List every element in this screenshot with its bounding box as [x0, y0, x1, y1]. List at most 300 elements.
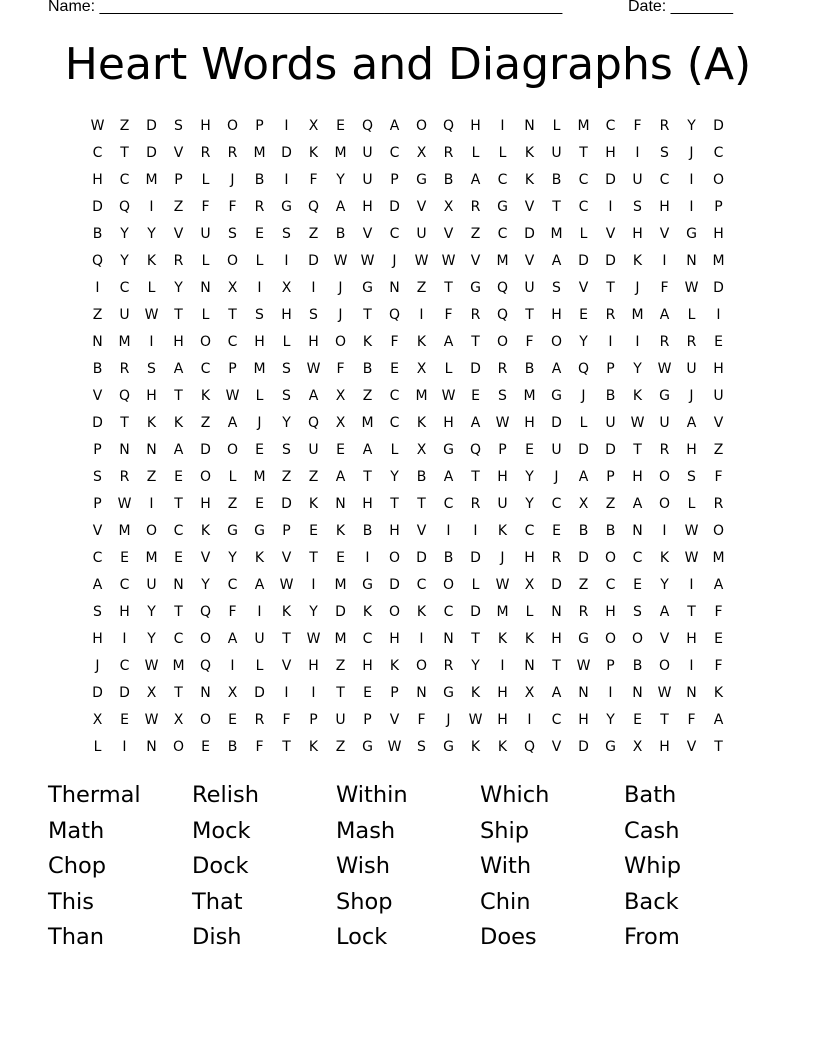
grid-letter: Q	[307, 414, 320, 431]
grid-letter: W	[441, 252, 456, 269]
grid-letter: S	[309, 306, 318, 323]
grid-row	[84, 571, 732, 598]
grid-letter: R	[470, 306, 481, 323]
word-list-item: From	[624, 924, 680, 950]
grid-letter: J	[635, 279, 640, 296]
grid-letter: Z	[308, 225, 319, 242]
grid-letter: E	[120, 711, 129, 728]
grid-letter: O	[631, 630, 644, 647]
grid-letter: C	[119, 657, 130, 674]
grid-letter: A	[470, 171, 481, 188]
grid-letter: P	[606, 657, 615, 674]
grid-letter: H	[686, 630, 697, 647]
grid-letter: I	[284, 684, 289, 701]
grid-letter: O	[199, 630, 212, 647]
grid-letter: V	[389, 711, 400, 728]
grid-letter: T	[606, 279, 615, 296]
grid-letter: O	[712, 522, 725, 539]
grid-letter: M	[712, 549, 725, 566]
grid-letter: O	[226, 252, 239, 269]
grid-letter: J	[689, 387, 694, 404]
grid-letter: Q	[91, 252, 104, 269]
grid-letter: B	[92, 225, 103, 242]
grid-letter: C	[92, 144, 103, 161]
grid-letter: S	[552, 279, 561, 296]
grid-letter: P	[309, 711, 318, 728]
grid-letter: I	[284, 117, 289, 134]
grid-letter: C	[551, 711, 562, 728]
grid-letter: D	[146, 117, 157, 134]
grid-letter: K	[497, 522, 508, 539]
grid-letter: W	[414, 252, 429, 269]
grid-letter: B	[254, 171, 265, 188]
grid-letter: K	[281, 603, 292, 620]
grid-letter: K	[146, 414, 157, 431]
grid-letter: I	[608, 333, 613, 350]
grid-row	[84, 274, 732, 301]
grid-letter: V	[200, 549, 211, 566]
grid-letter: F	[714, 657, 723, 674]
grid-letter: M	[334, 144, 347, 161]
grid-letter: N	[200, 684, 211, 701]
grid-letter: D	[200, 441, 211, 458]
grid-letter: R	[659, 117, 670, 134]
grid-letter: G	[605, 738, 616, 755]
grid-letter: B	[524, 360, 535, 377]
grid-letter: H	[443, 414, 454, 431]
grid-letter: T	[174, 684, 183, 701]
grid-letter: S	[228, 225, 237, 242]
grid-letter: O	[550, 333, 563, 350]
grid-letter: T	[471, 333, 480, 350]
grid-letter: K	[308, 738, 319, 755]
grid-row	[84, 193, 732, 220]
grid-letter: S	[282, 225, 291, 242]
grid-letter: N	[551, 603, 562, 620]
grid-letter: T	[390, 495, 399, 512]
grid-letter: H	[200, 117, 211, 134]
word-list-row	[48, 851, 788, 887]
grid-letter: X	[416, 144, 427, 161]
grid-letter: H	[497, 468, 508, 485]
grid-letter: V	[470, 252, 481, 269]
grid-letter: Z	[173, 198, 184, 215]
grid-letter: E	[255, 225, 264, 242]
grid-letter: E	[228, 711, 237, 728]
grid-letter: S	[417, 738, 426, 755]
date-field-label: Date: _______	[628, 0, 733, 15]
grid-letter: E	[174, 549, 183, 566]
word-list	[48, 780, 788, 958]
grid-letter: G	[362, 279, 373, 296]
grid-letter: D	[713, 117, 724, 134]
grid-letter: Y	[687, 117, 696, 134]
grid-letter: K	[416, 603, 427, 620]
grid-letter: T	[552, 657, 561, 674]
grid-letter: D	[605, 441, 616, 458]
grid-letter: O	[658, 468, 671, 485]
grid-letter: N	[200, 279, 211, 296]
grid-letter: F	[687, 711, 696, 728]
grid-letter: C	[416, 576, 427, 593]
grid-letter: O	[442, 576, 455, 593]
grid-letter: H	[713, 360, 724, 377]
grid-letter: A	[92, 576, 103, 593]
grid-letter: D	[470, 549, 481, 566]
grid-letter: F	[201, 198, 210, 215]
grid-letter: Y	[201, 576, 210, 593]
grid-letter: B	[362, 522, 373, 539]
grid-letter: H	[362, 657, 373, 674]
grid-letter: Y	[120, 225, 129, 242]
grid-letter: N	[416, 684, 427, 701]
grid-letter: K	[254, 549, 265, 566]
grid-letter: D	[119, 684, 130, 701]
grid-letter: L	[471, 144, 480, 161]
grid-letter: T	[363, 468, 372, 485]
grid-letter: H	[713, 225, 724, 242]
grid-letter: E	[201, 738, 210, 755]
grid-letter: R	[578, 603, 589, 620]
grid-letter: D	[92, 684, 103, 701]
grid-letter: N	[578, 684, 589, 701]
grid-letter: I	[662, 522, 667, 539]
grid-letter: N	[92, 333, 103, 350]
grid-letter: W	[333, 252, 348, 269]
grid-letter: C	[119, 279, 130, 296]
grid-letter: U	[254, 630, 265, 647]
grid-letter: F	[714, 603, 723, 620]
grid-letter: T	[417, 495, 426, 512]
grid-letter: A	[173, 360, 184, 377]
grid-letter: L	[201, 306, 210, 323]
grid-letter: S	[93, 603, 102, 620]
word-list-row	[48, 816, 788, 852]
grid-letter: C	[200, 360, 211, 377]
grid-letter: Q	[118, 387, 131, 404]
grid-letter: E	[633, 576, 642, 593]
grid-letter: I	[635, 333, 640, 350]
grid-letter: L	[282, 333, 291, 350]
grid-letter: M	[523, 387, 536, 404]
grid-letter: I	[500, 657, 505, 674]
grid-letter: H	[146, 387, 157, 404]
grid-letter: K	[173, 414, 184, 431]
grid-letter: K	[308, 495, 319, 512]
word-list-item: Ship	[480, 817, 530, 844]
grid-letter: M	[631, 306, 644, 323]
grid-letter: N	[146, 738, 157, 755]
grid-letter: U	[416, 225, 427, 242]
grid-letter: H	[605, 144, 616, 161]
grid-letter: E	[471, 387, 480, 404]
grid-letter: O	[658, 657, 671, 674]
grid-letter: J	[338, 306, 343, 323]
grid-letter: I	[689, 657, 694, 674]
grid-letter: V	[362, 225, 373, 242]
grid-letter: K	[362, 333, 373, 350]
grid-letter: H	[389, 630, 400, 647]
grid-letter: N	[632, 684, 643, 701]
grid-letter: A	[713, 711, 724, 728]
grid-letter: W	[225, 387, 240, 404]
word-search-grid	[84, 112, 732, 760]
grid-letter: I	[284, 252, 289, 269]
grid-letter: T	[174, 603, 183, 620]
grid-letter: O	[145, 522, 158, 539]
grid-letter: V	[173, 144, 184, 161]
grid-row	[84, 112, 732, 139]
grid-letter: A	[551, 684, 562, 701]
grid-letter: Y	[147, 603, 156, 620]
grid-row	[84, 247, 732, 274]
grid-letter: J	[446, 711, 451, 728]
word-list-item: Than	[48, 924, 105, 950]
grid-letter: K	[146, 252, 157, 269]
grid-letter: A	[551, 360, 562, 377]
grid-letter: O	[604, 549, 617, 566]
grid-letter: M	[334, 576, 347, 593]
grid-letter: Y	[174, 279, 183, 296]
grid-letter: C	[173, 522, 184, 539]
grid-letter: Q	[118, 198, 131, 215]
grid-letter: W	[306, 630, 321, 647]
word-list-item: Chop	[48, 853, 107, 879]
word-list-item: Wish	[336, 853, 390, 879]
grid-letter: A	[389, 117, 400, 134]
grid-letter: G	[443, 441, 454, 458]
grid-letter: M	[361, 414, 374, 431]
grid-letter: D	[605, 171, 616, 188]
grid-letter: Y	[336, 171, 345, 188]
grid-letter: Y	[471, 657, 480, 674]
grid-letter: D	[146, 144, 157, 161]
grid-row	[84, 652, 732, 679]
grid-letter: T	[363, 306, 372, 323]
grid-letter: C	[92, 549, 103, 566]
grid-letter: K	[362, 603, 373, 620]
grid-letter: U	[119, 306, 130, 323]
word-list-item: Bath	[624, 782, 677, 808]
grid-letter: F	[309, 171, 318, 188]
grid-letter: M	[334, 630, 347, 647]
grid-letter: L	[498, 144, 507, 161]
grid-letter: C	[659, 171, 670, 188]
grid-letter: K	[659, 549, 670, 566]
grid-letter: Y	[660, 576, 669, 593]
grid-letter: L	[255, 252, 264, 269]
grid-letter: F	[255, 738, 264, 755]
grid-letter: H	[497, 684, 508, 701]
grid-letter: A	[443, 468, 454, 485]
grid-letter: I	[419, 630, 424, 647]
grid-letter: H	[686, 441, 697, 458]
grid-letter: W	[387, 738, 402, 755]
grid-letter: I	[149, 198, 154, 215]
grid-letter: S	[93, 468, 102, 485]
grid-letter: M	[145, 171, 158, 188]
grid-letter: P	[228, 360, 237, 377]
grid-letter: W	[144, 711, 159, 728]
grid-letter: J	[95, 657, 100, 674]
word-list-item: That	[192, 888, 243, 915]
grid-letter: B	[443, 171, 454, 188]
grid-row	[84, 463, 732, 490]
grid-letter: X	[578, 495, 589, 512]
grid-letter: W	[684, 279, 699, 296]
grid-letter: H	[119, 603, 130, 620]
grid-letter: T	[660, 711, 669, 728]
grid-letter: I	[635, 144, 640, 161]
grid-letter: F	[714, 468, 723, 485]
grid-letter: D	[470, 360, 481, 377]
grid-letter: W	[279, 576, 294, 593]
grid-letter: C	[632, 549, 643, 566]
grid-letter: S	[282, 387, 291, 404]
grid-letter: W	[657, 684, 672, 701]
grid-letter: R	[659, 441, 670, 458]
grid-letter: Q	[496, 279, 509, 296]
grid-letter: L	[228, 468, 237, 485]
grid-letter: L	[444, 360, 453, 377]
grid-letter: X	[524, 684, 535, 701]
grid-letter: S	[660, 144, 669, 161]
grid-letter: V	[443, 225, 454, 242]
word-list-item: Whip	[624, 853, 682, 879]
grid-letter: L	[93, 738, 102, 755]
grid-letter: X	[632, 738, 643, 755]
grid-letter: N	[389, 279, 400, 296]
grid-letter: L	[525, 603, 534, 620]
grid-letter: E	[552, 522, 561, 539]
grid-letter: N	[119, 441, 130, 458]
grid-letter: Y	[579, 333, 588, 350]
grid-letter: S	[147, 360, 156, 377]
grid-letter: I	[689, 198, 694, 215]
grid-letter: T	[579, 144, 588, 161]
grid-letter: K	[470, 684, 481, 701]
grid-letter: L	[201, 252, 210, 269]
grid-letter: K	[200, 387, 211, 404]
grid-letter: R	[659, 333, 670, 350]
grid-letter: E	[714, 333, 723, 350]
grid-row	[84, 733, 732, 760]
grid-letter: V	[605, 225, 616, 242]
grid-letter: B	[605, 387, 616, 404]
grid-letter: A	[443, 333, 454, 350]
grid-letter: R	[443, 657, 454, 674]
grid-letter: T	[336, 684, 345, 701]
grid-letter: X	[524, 576, 535, 593]
grid-letter: L	[471, 576, 480, 593]
grid-letter: X	[173, 711, 184, 728]
grid-letter: U	[713, 387, 724, 404]
word-list-item: Mash	[336, 817, 396, 844]
grid-letter: B	[227, 738, 238, 755]
grid-letter: W	[90, 117, 105, 134]
grid-letter: F	[633, 117, 642, 134]
grid-letter: M	[172, 657, 185, 674]
grid-letter: H	[92, 171, 103, 188]
grid-letter: D	[605, 252, 616, 269]
grid-letter: O	[658, 495, 671, 512]
grid-letter: H	[578, 711, 589, 728]
grid-letter: G	[227, 522, 238, 539]
grid-letter: H	[362, 495, 373, 512]
grid-row	[84, 382, 732, 409]
grid-letter: H	[605, 603, 616, 620]
grid-letter: Z	[578, 576, 589, 593]
grid-letter: H	[551, 630, 562, 647]
word-list-item: Within	[336, 782, 408, 808]
grid-letter: T	[444, 279, 453, 296]
grid-letter: I	[365, 549, 370, 566]
word-list-item: This	[48, 888, 94, 915]
grid-letter: P	[363, 711, 372, 728]
grid-letter: R	[470, 198, 481, 215]
grid-letter: D	[524, 225, 535, 242]
grid-letter: W	[144, 306, 159, 323]
grid-letter: M	[550, 225, 563, 242]
grid-letter: Z	[605, 495, 616, 512]
grid-row	[84, 490, 732, 517]
grid-letter: O	[334, 333, 347, 350]
grid-letter: D	[335, 603, 346, 620]
grid-letter: F	[660, 279, 669, 296]
grid-letter: C	[389, 144, 400, 161]
grid-letter: B	[605, 522, 616, 539]
grid-letter: B	[335, 225, 346, 242]
grid-letter: V	[173, 225, 184, 242]
grid-letter: V	[686, 738, 697, 755]
grid-letter: T	[174, 306, 183, 323]
grid-letter: O	[199, 711, 212, 728]
grid-letter: E	[336, 549, 345, 566]
grid-letter: P	[714, 198, 723, 215]
grid-letter: E	[336, 441, 345, 458]
grid-letter: Y	[525, 468, 534, 485]
grid-letter: C	[443, 495, 454, 512]
grid-letter: W	[360, 252, 375, 269]
grid-letter: U	[605, 414, 616, 431]
grid-letter: U	[335, 711, 346, 728]
grid-letter: E	[120, 549, 129, 566]
grid-letter: A	[254, 576, 265, 593]
grid-letter: H	[308, 657, 319, 674]
grid-letter: Q	[361, 117, 374, 134]
grid-letter: H	[281, 306, 292, 323]
grid-letter: B	[632, 657, 643, 674]
grid-letter: M	[415, 387, 428, 404]
grid-letter: W	[630, 414, 645, 431]
grid-letter: S	[633, 198, 642, 215]
word-list-item: Dock	[192, 853, 249, 879]
grid-letter: C	[524, 522, 535, 539]
grid-letter: U	[686, 360, 697, 377]
grid-letter: M	[253, 468, 266, 485]
grid-letter: C	[389, 387, 400, 404]
grid-letter: Y	[525, 495, 534, 512]
grid-letter: S	[687, 468, 696, 485]
grid-row	[84, 517, 732, 544]
grid-letter: U	[632, 171, 643, 188]
grid-letter: N	[524, 657, 535, 674]
grid-letter: U	[200, 225, 211, 242]
grid-letter: E	[633, 711, 642, 728]
grid-letter: H	[92, 630, 103, 647]
grid-letter: X	[281, 279, 292, 296]
grid-row	[84, 301, 732, 328]
